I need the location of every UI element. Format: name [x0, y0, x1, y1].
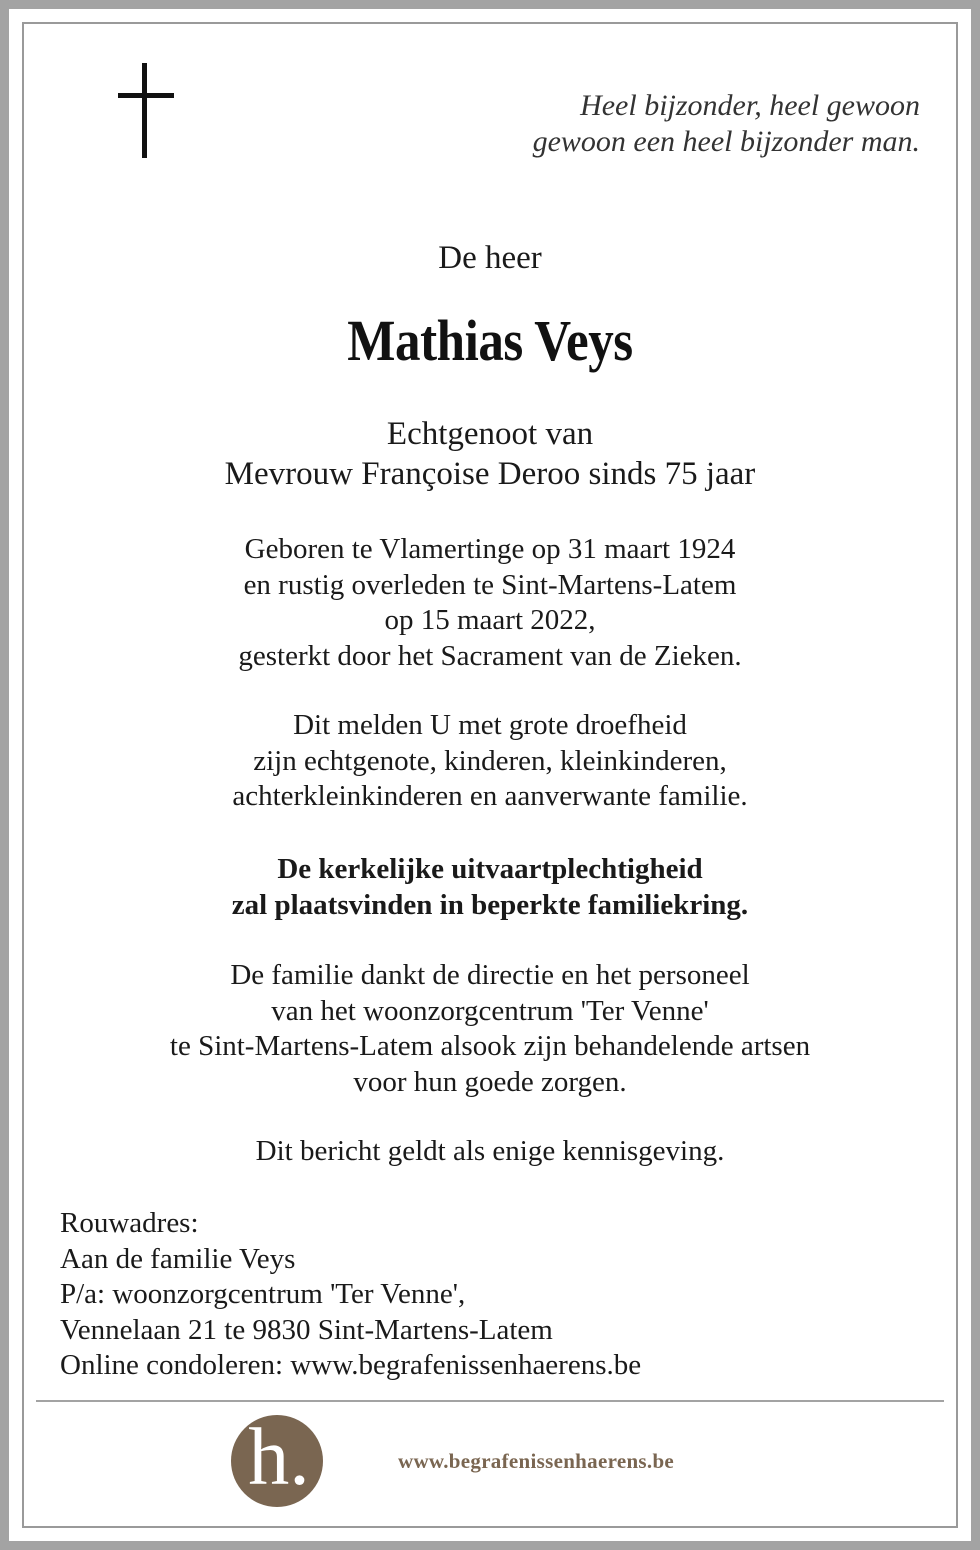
mourning-address [60, 1206, 641, 1384]
address-line: Vennelaan 21 te 9830 Sint-Martens-Latem [60, 1313, 553, 1346]
motto-line: Heel bijzonder, heel gewoon [580, 89, 920, 122]
birth-line: Geboren te Vlamertinge op 31 maart 1924 [244, 533, 736, 565]
announce-line: achterkleinkinderen en aanverwante familie. [232, 780, 748, 812]
address-line: Online condoleren: www.begrafenissenhaerens.be [60, 1349, 642, 1381]
ceremony-line: zal plaatsvinden in beperkte familiekring. [231, 888, 749, 921]
thanks-line: De familie dankt de directie en het personeel [230, 959, 750, 991]
address-line: Rouwadres: [60, 1207, 199, 1239]
address-line: P/a: woonzorgcentrum 'Ter Venne', [60, 1278, 466, 1310]
spouse-line: Mevrouw Françoise Deroo sinds 75 jaar [224, 456, 756, 492]
announce-line: Dit melden U met grote droefheid [293, 709, 687, 741]
birth-death-block [0, 532, 980, 674]
motto [533, 88, 920, 160]
announcement-block [0, 708, 980, 815]
birth-line: en rustig overleden te Sint-Martens-Latem [243, 568, 737, 601]
honorific: De heer [438, 240, 542, 276]
thanks-block [0, 958, 980, 1100]
motto-line: gewoon een heel bijzonder man. [532, 125, 920, 158]
ceremony-line: De kerkelijke uitvaartplechtigheid [277, 853, 703, 885]
ceremony-block [0, 852, 980, 923]
birth-line: gesterkt door het Sacrament van de Zieken. [238, 639, 742, 672]
spouse-block [0, 414, 980, 494]
footer-divider [36, 1400, 944, 1402]
thanks-line: van het woonzorgcentrum 'Ter Venne' [271, 994, 709, 1027]
announce-line: zijn echtgenote, kinderen, kleinkinderen, [253, 744, 727, 777]
birth-line: op 15 maart 2022, [384, 604, 596, 636]
deceased-name: Mathias Veys [347, 308, 633, 373]
spouse-line: Echtgenoot van [386, 416, 594, 452]
thanks-line: te Sint-Martens-Latem alsook zijn behandelende artsen [169, 1030, 811, 1062]
notice-line: Dit bericht geldt als enige kennisgeving. [255, 1135, 725, 1167]
thanks-line: voor hun goede zorgen. [353, 1065, 627, 1098]
footer-url-link[interactable]: www.begrafenissenhaerens.be [398, 1449, 675, 1473]
funeral-home-logo [231, 1415, 323, 1507]
address-line: Aan de familie Veys [60, 1242, 296, 1275]
logo-letter: h. [248, 1415, 310, 1502]
cross-icon [118, 63, 174, 159]
